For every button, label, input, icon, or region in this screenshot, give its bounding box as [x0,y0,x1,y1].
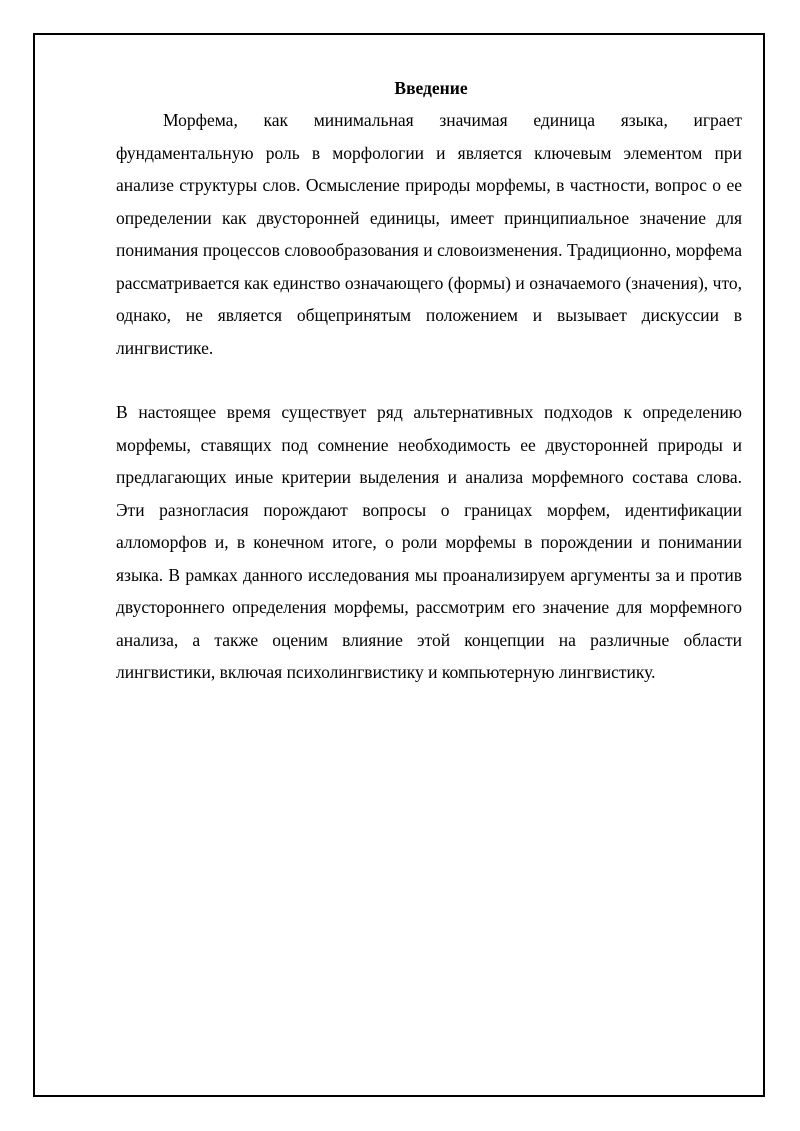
paragraph-approaches: В настоящее время существует ряд альтернативных подходов к определению морфемы, ставящих под сомнение необходимость ее двусторонней природы и предлагающих иные критерии выделения и анализа морфемного состава слова. Эти разногласия порождают вопросы о границах морфем, идентификации алломорфов и, в конечном итоге, о роли морфемы в порождении и понимании языка. В рамках данного исследования мы проанализируем аргументы за и против двустороннего определения морфемы, рассмотрим его значение для морфемного анализа, а также оценим влияние этой концепции на различные области лингвистики, включая психолингвистику и компьютерную лингвистику. [116,402,742,682]
document-title: Введение [394,78,468,98]
paragraph-introduction: Морфема, как минимальная значимая единица языка, играет фундаментальную роль в морфологии и является ключевым элементом при анализе структуры слов. Осмысление природы морфемы, в частности, вопрос о ее определении как двусторонней единицы, имеет принципиальное значение для понимания процессов словообразования и словоизменения. Традиционно, морфема рассматривается как единство означающего (формы) и означаемого (значения), что, однако, не является общепринятым положением и вызывает дискуссии в лингвистике. [116,110,742,358]
document-body [116,73,742,689]
